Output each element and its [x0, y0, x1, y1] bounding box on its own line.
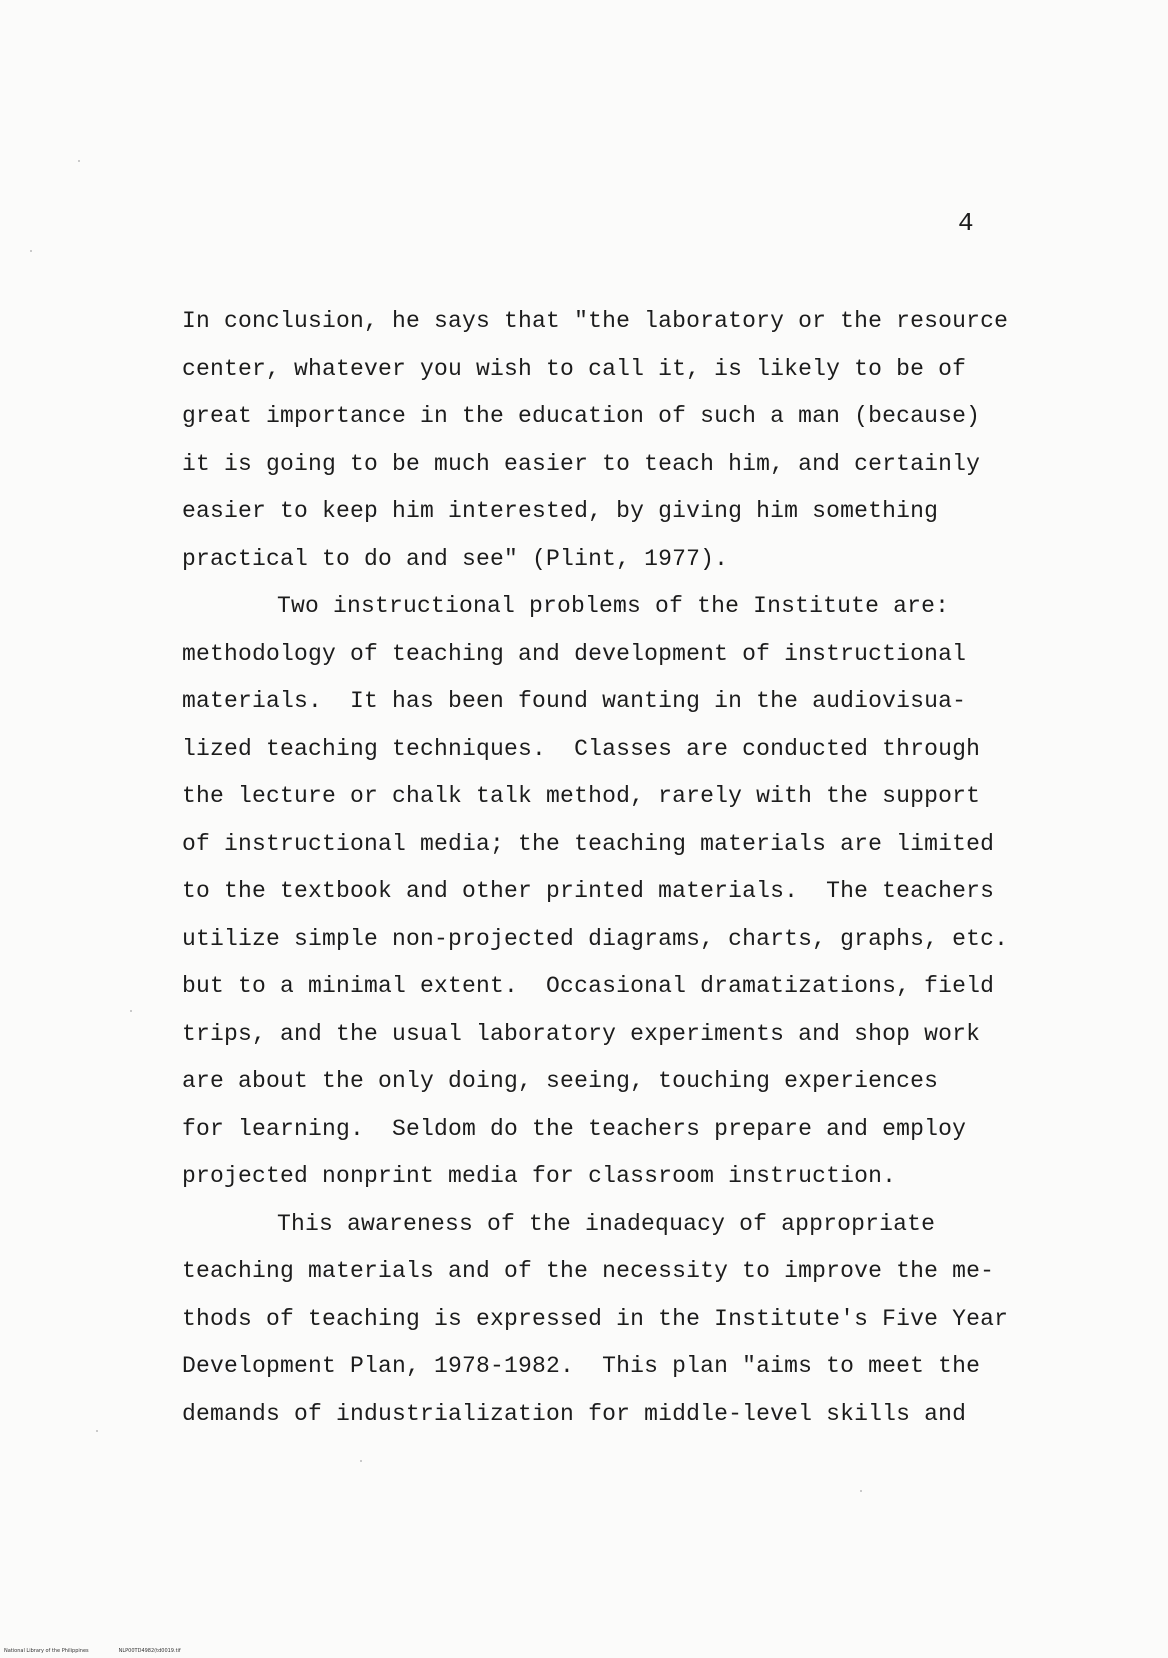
footer-file-code: NLP00TD4982(td0019.tif [118, 1648, 181, 1654]
text-line: utilize simple non-projected diagrams, charts, graphs, etc. [182, 925, 1009, 952]
text-line: but to a minimal extent. Occasional dramatizations, field [182, 973, 995, 999]
text-line: the lecture or chalk talk method, rarely with the support [182, 783, 981, 809]
text-line: great importance in the education of such a man (because) [182, 403, 981, 429]
paragraph-start-line: This awareness of the inadequacy of appropriate [277, 1210, 936, 1237]
text-line: center, whatever you wish to call it, is likely to be of [182, 355, 967, 382]
scan-speck [360, 1460, 362, 1462]
text-line: of instructional media; the teaching materials are limited [182, 830, 995, 857]
text-line: methodology of teaching and development of instructional [182, 640, 967, 667]
text-line: trips, and the usual laboratory experiments and shop work [182, 1020, 981, 1047]
scan-speck [96, 1430, 98, 1432]
text-line: In conclusion, he says that "the laboratory or the resource [182, 308, 1009, 334]
text-line: teaching materials and of the necessity to improve the me- [182, 1258, 995, 1284]
scan-speck [130, 1010, 132, 1012]
footer-library: National Library of the Philippines [4, 1648, 89, 1654]
paragraph-start-line: Two instructional problems of the Institute are: [277, 593, 950, 619]
text-line: easier to keep him interested, by giving him something [182, 498, 939, 524]
scan-footer [4, 1648, 181, 1654]
scan-speck [78, 160, 80, 162]
text-line: thods of teaching is expressed in the Institute's Five Year [182, 1305, 1009, 1332]
text-line: are about the only doing, seeing, touching experiences [182, 1068, 939, 1094]
text-line: practical to do and see" (Plint, 1977). [182, 545, 729, 572]
text-line: lized teaching techniques. Classes are conducted through [182, 735, 981, 762]
scan-speck [860, 1490, 862, 1492]
body-text [182, 298, 1062, 1438]
scan-speck [30, 250, 32, 252]
page-number: 4 [958, 208, 974, 238]
text-line: materials. It has been found wanting in the audiovisua- [182, 688, 967, 714]
text-line: it is going to be much easier to teach him, and certainly [182, 450, 981, 477]
text-line: Development Plan, 1978-1982. This plan "aims to meet the [182, 1353, 981, 1379]
text-line: demands of industrialization for middle-level skills and [182, 1400, 967, 1427]
text-line: for learning. Seldom do the teachers prepare and employ [182, 1115, 967, 1142]
text-line: to the textbook and other printed materials. The teachers [182, 878, 995, 904]
text-line: projected nonprint media for classroom instruction. [182, 1163, 897, 1189]
